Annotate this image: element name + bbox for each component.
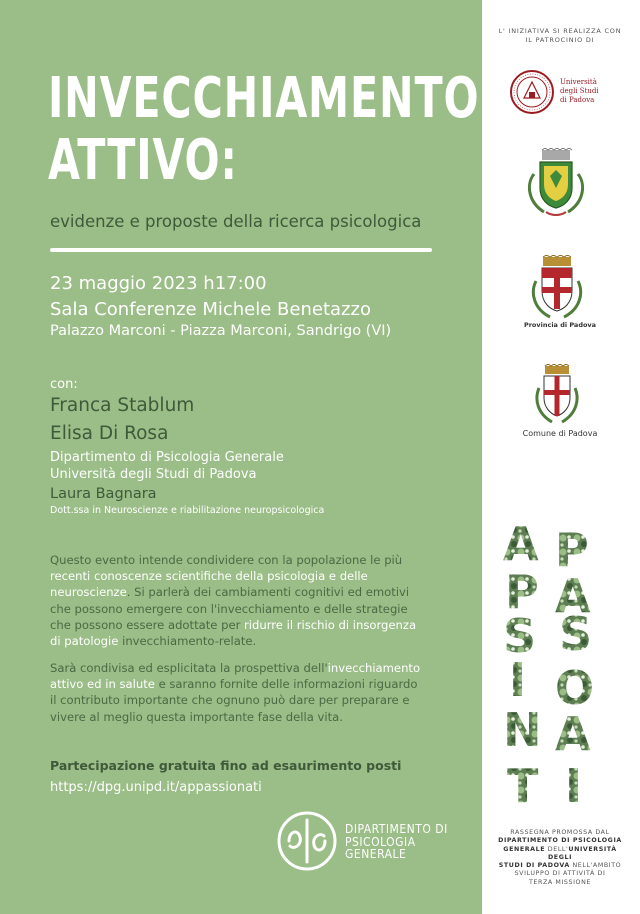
rassegna-bold-2: GENERALE bbox=[503, 845, 546, 853]
comune-crest-icon bbox=[534, 364, 580, 426]
para2-text-b: e saranno fornite delle informazioni riguardo il contributo importante che ognuno può dare per preparare e vivere al meglio questa importante fase della vita. bbox=[50, 677, 418, 724]
letter-s1: S bbox=[503, 609, 537, 663]
rassegna-line-4: SVILUPPO DI ATTIVITÀ DI bbox=[514, 870, 606, 878]
dpg-logo-icon bbox=[276, 810, 338, 872]
university-line-2: degli Studi bbox=[560, 87, 599, 95]
event-title-line1: INVECCHIAMENTO bbox=[48, 66, 480, 131]
provincia-label: Provincia di Padova bbox=[523, 321, 597, 329]
dpg-line-1: DIPARTIMENTO DI bbox=[345, 822, 448, 836]
rassegna-line-2: DELL' bbox=[545, 845, 569, 853]
speaker-name-3: Laura Bagnara bbox=[50, 486, 157, 502]
participation-note: Partecipazione gratuita fino ad esaurimento posti bbox=[50, 758, 402, 773]
rassegna-bold-3: UNIVERSITÀ DEGLI bbox=[547, 845, 617, 861]
speaker-affiliation-line1: Dipartimento di Psicologia Generale bbox=[50, 450, 284, 465]
letter-n: N bbox=[503, 703, 542, 757]
para1-text-c: invecchiamento-relate. bbox=[118, 634, 257, 649]
letter-a2: A bbox=[555, 569, 591, 623]
patronage-line-1: L' INIZIATIVA SI REALIZZA CON bbox=[498, 27, 622, 35]
letter-s2: S bbox=[559, 607, 593, 661]
divider bbox=[50, 248, 432, 252]
description-paragraph-2 bbox=[50, 660, 422, 725]
dpg-logo-text bbox=[345, 823, 448, 861]
event-title-line2: ATTIVO: bbox=[48, 128, 238, 193]
event-address: Palazzo Marconi - Piazza Marconi, Sandrigo (VI) bbox=[50, 323, 392, 339]
letter-p2: P bbox=[505, 565, 539, 619]
rassegna-line-1: RASSEGNA PROMOSSA DAL bbox=[510, 829, 610, 836]
letter-i2: I bbox=[565, 759, 583, 810]
para1-highlight-b: ridurre il rischio di insorgenza di patologie bbox=[50, 617, 417, 649]
speakers-intro: con: bbox=[50, 377, 78, 392]
university-line-1: Università bbox=[560, 78, 597, 86]
para1-text-a: Questo evento intende condividere con la popolazione le più bbox=[50, 553, 403, 567]
event-title bbox=[48, 68, 479, 192]
speaker-name-2: Elisa Di Rosa bbox=[50, 423, 169, 444]
university-line-3: di Padova bbox=[560, 96, 595, 104]
event-subtitle: evidenze e proposte della ricerca psicologica bbox=[50, 212, 422, 231]
letter-o: O bbox=[555, 661, 595, 715]
para2-highlight-a: invecchiamento attivo ed in salute bbox=[50, 661, 421, 692]
para1-text-b: . Si parlerà dei cambiamenti cognitivi ed emotivi che possono emergere con l'invecchiamento e delle strategie che possono essere adottate per bbox=[50, 585, 410, 632]
speaker-role-3: Dott.ssa in Neuroscienze e riabilitazione neuropsicologica bbox=[50, 505, 325, 516]
letter-a3: A bbox=[555, 707, 591, 761]
letter-a1: A bbox=[503, 520, 539, 571]
patronage-line-2: IL PATROCINIO DI bbox=[525, 35, 595, 44]
event-venue: Sala Conferenze Michele Benetazzo bbox=[50, 299, 371, 320]
para2-text-a: Sarà condivisa ed esplicitata la prospettiva dell' bbox=[50, 661, 328, 675]
speaker-affiliation-line2: Università degli Studi di Padova bbox=[50, 467, 257, 482]
comune-label: Comune di Padova bbox=[522, 429, 598, 438]
dpg-line-3: GENERALE bbox=[345, 847, 407, 861]
letter-p1: P bbox=[555, 523, 589, 577]
patronage-heading bbox=[490, 27, 630, 44]
description-paragraph-1 bbox=[50, 552, 422, 649]
rassegna-bold-4: STUDI DI PADOVA bbox=[498, 862, 570, 870]
rassegna-line-5: TERZA MISSIONE bbox=[528, 878, 591, 886]
rassegna-note bbox=[490, 829, 630, 887]
letter-t: T bbox=[507, 759, 539, 810]
dpg-line-2: PSICOLOGIA bbox=[345, 834, 416, 849]
event-url-link[interactable]: https://dpg.unipd.it/appassionati bbox=[50, 780, 262, 795]
event-date-time: 23 maggio 2023 h17:00 bbox=[50, 273, 267, 294]
rassegna-bold-1: DIPARTIMENTO DI PSICOLOGIA bbox=[498, 837, 622, 845]
provincia-crest-icon bbox=[530, 255, 584, 319]
sandrigo-crest-icon bbox=[520, 148, 592, 218]
letter-i1: I bbox=[509, 653, 527, 707]
university-name bbox=[560, 78, 599, 105]
para1-highlight-a: recenti conoscenze scientifiche della psicologia e delle neuroscienze bbox=[50, 569, 368, 600]
appassionati-collage bbox=[503, 520, 607, 810]
speaker-name-1: Franca Stablum bbox=[50, 395, 195, 416]
rassegna-line-3: NELL'AMBITO bbox=[569, 862, 622, 870]
